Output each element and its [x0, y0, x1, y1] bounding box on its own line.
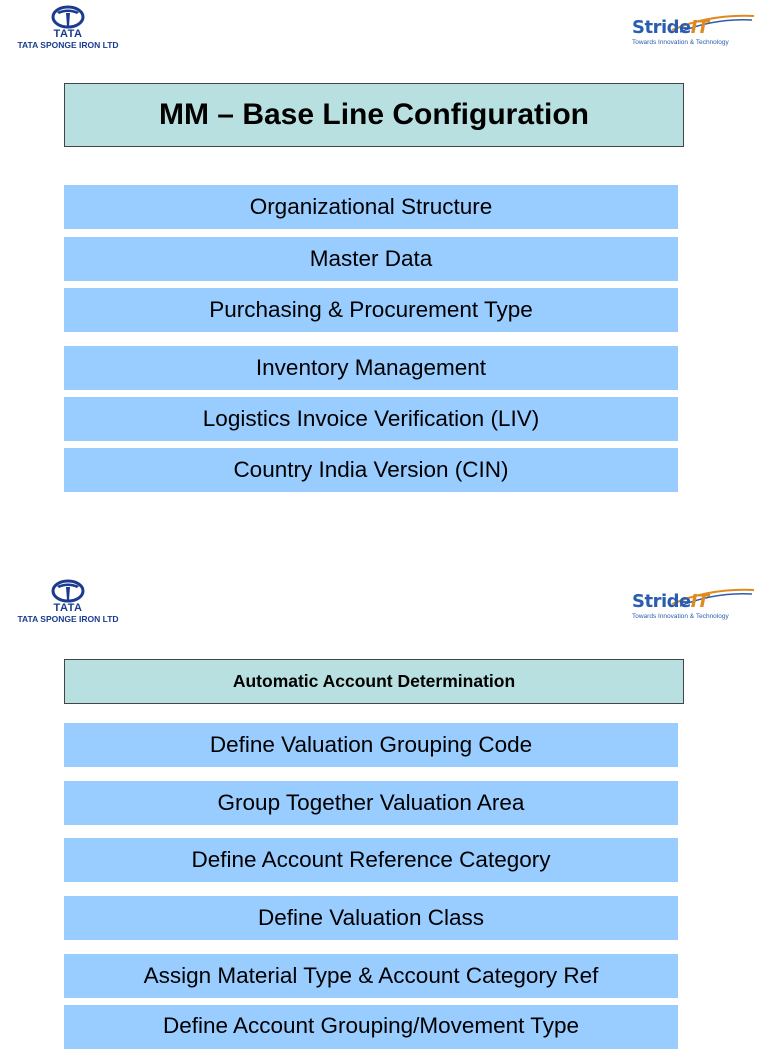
list-item: Define Valuation Grouping Code: [64, 723, 678, 767]
tata-company-name: TATA SPONGE IRON LTD: [17, 40, 119, 50]
tata-emblem-icon: [51, 6, 85, 28]
tata-logo: [8, 580, 128, 625]
list-item: Assign Material Type & Account Category Ref: [64, 954, 678, 998]
tata-wordmark: TATA: [53, 602, 83, 614]
tata-logo: [8, 6, 128, 51]
stride-logo: [630, 12, 760, 46]
stride-logo: [630, 586, 760, 620]
list-item: Group Together Valuation Area: [64, 781, 678, 825]
list-item: Purchasing & Procurement Type: [64, 288, 678, 332]
list-item: Define Account Reference Category: [64, 838, 678, 882]
slide-title: Automatic Account Determination: [64, 659, 684, 704]
list-item: Inventory Management: [64, 346, 678, 390]
slide-account-determination: [0, 574, 768, 1038]
list-item: Define Valuation Class: [64, 896, 678, 940]
list-item: Organizational Structure: [64, 185, 678, 229]
stride-tagline: Towards Innovation & Technology: [632, 613, 729, 620]
tata-company-name: TATA SPONGE IRON LTD: [17, 614, 119, 624]
stride-wordmark: StrideIT: [632, 17, 709, 38]
stride-tagline: Towards Innovation & Technology: [632, 39, 729, 46]
list-item: Country India Version (CIN): [64, 448, 678, 492]
slide-title: MM – Base Line Configuration: [64, 83, 684, 147]
list-item: Define Account Grouping/Movement Type: [64, 1005, 678, 1049]
tata-wordmark: TATA: [53, 28, 83, 40]
stride-wordmark: StrideIT: [632, 591, 709, 612]
list-item: Master Data: [64, 237, 678, 281]
list-item: Logistics Invoice Verification (LIV): [64, 397, 678, 441]
tata-emblem-icon: [51, 580, 85, 602]
